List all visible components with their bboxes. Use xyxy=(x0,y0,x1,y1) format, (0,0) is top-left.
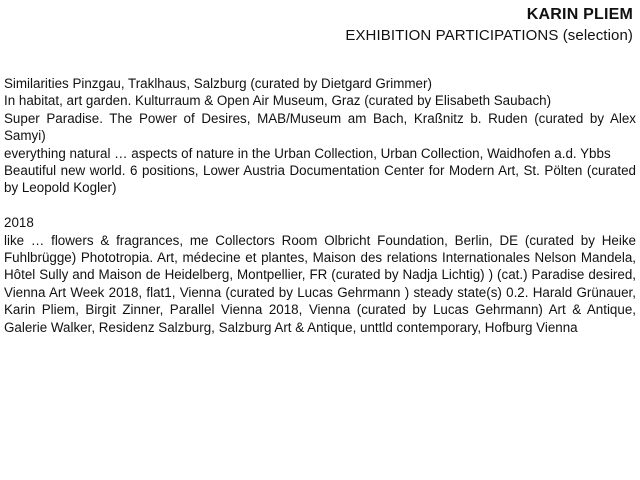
exhibition-entry: Super Paradise. The Power of Desires, MAB/Museum am Bach, Kraßnitz b. Ruden (curated by Alex Samyi) xyxy=(4,110,636,144)
exhibition-entry: everything natural … aspects of nature in the Urban Collection, Urban Collection, Waidhofen a.d. Ybbs xyxy=(4,145,611,161)
page-header xyxy=(345,4,633,46)
year-exhibitions-text: like … flowers & fragrances, me Collectors Room Olbricht Foundation, Berlin, DE (curated by Heike Fuhlbrügge) Phototropia. Art, médecine et plantes, Maison des relations Internationales Nelson Mandela, Hôtel Sully and Maison de Heidelberg, Montpellier, FR (curated by Nadja Lichtig) ) (cat.) Paradise desired, Vienna Art Week 2018, flat1, Vienna (curated by Lucas Gehrmann ) steady state(s) 0.2. Harald Grünauer, Karin Pliem, Birgit Zinner, Parallel Vienna 2018, Vienna (curated by Lucas Gehrmann) Art & Antique, Galerie Walker, Residenz Salzburg, Salzburg Art & Antique, unttld contemporary, Hofburg Vienna xyxy=(4,232,636,335)
exhibition-list xyxy=(4,75,636,336)
exhibition-entry: Beautiful new world. 6 positions, Lower Austria Documentation Center for Modern Art, St. Pölten (curated by Leopold Kogler) xyxy=(4,163,636,196)
year-heading: 2018 xyxy=(4,215,34,231)
artist-name: KARIN PLIEM xyxy=(526,6,633,23)
exhibition-entry: Similarities Pinzgau, Traklhaus, Salzburg (curated by Dietgard Grimmer) xyxy=(4,76,432,91)
exhibition-entry: In habitat, art garden. Kulturraum & Open Air Museum, Graz (curated by Elisabeth Saubach) xyxy=(4,93,552,109)
spacer xyxy=(4,197,636,214)
section-title: EXHIBITION PARTICIPATIONS (selection) xyxy=(345,27,633,44)
